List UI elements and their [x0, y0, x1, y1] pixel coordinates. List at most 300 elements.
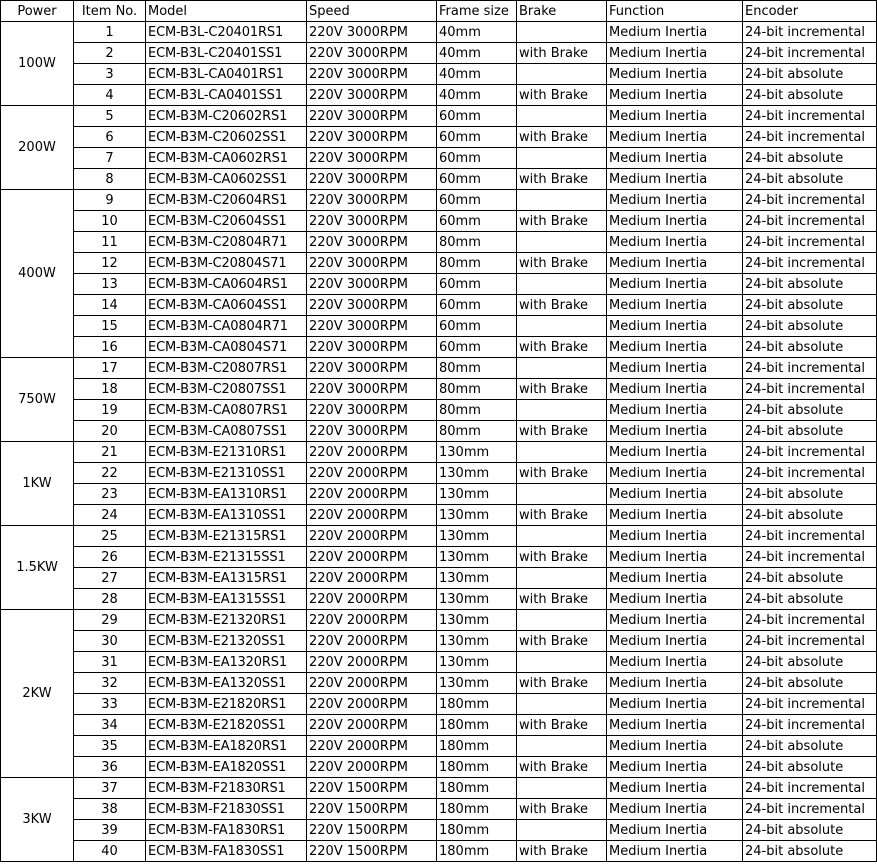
function-cell: Medium Inertia [607, 64, 743, 85]
brake-cell: with Brake [517, 43, 607, 64]
brake-cell: with Brake [517, 547, 607, 568]
frame-size-cell: 130mm [437, 505, 517, 526]
item-no-cell: 26 [74, 547, 146, 568]
item-no-cell: 27 [74, 568, 146, 589]
model-cell: ECM-B3L-CA0401SS1 [146, 85, 307, 106]
table-row [1, 379, 877, 400]
function-cell: Medium Inertia [607, 484, 743, 505]
table-row [1, 715, 877, 736]
encoder-cell: 24-bit incremental [743, 463, 877, 484]
table-row [1, 673, 877, 694]
encoder-cell: 24-bit absolute [743, 421, 877, 442]
table-row [1, 820, 877, 841]
encoder-cell: 24-bit absolute [743, 85, 877, 106]
table-row [1, 631, 877, 652]
encoder-cell: 24-bit incremental [743, 232, 877, 253]
header-speed: Speed [307, 1, 437, 22]
encoder-cell: 24-bit absolute [743, 841, 877, 862]
brake-cell [517, 820, 607, 841]
speed-cell: 220V 2000RPM [307, 652, 437, 673]
brake-cell [517, 442, 607, 463]
speed-cell: 220V 2000RPM [307, 736, 437, 757]
speed-cell: 220V 3000RPM [307, 295, 437, 316]
brake-cell [517, 568, 607, 589]
function-cell: Medium Inertia [607, 337, 743, 358]
brake-cell: with Brake [517, 295, 607, 316]
encoder-cell: 24-bit incremental [743, 610, 877, 631]
model-cell: ECM-B3L-C20401SS1 [146, 43, 307, 64]
encoder-cell: 24-bit absolute [743, 652, 877, 673]
brake-cell: with Brake [517, 463, 607, 484]
item-no-cell: 1 [74, 22, 146, 43]
item-no-cell: 11 [74, 232, 146, 253]
encoder-cell: 24-bit absolute [743, 400, 877, 421]
speed-cell: 220V 3000RPM [307, 274, 437, 295]
speed-cell: 220V 2000RPM [307, 463, 437, 484]
item-no-cell: 19 [74, 400, 146, 421]
frame-size-cell: 130mm [437, 589, 517, 610]
header-frame-size: Frame size [437, 1, 517, 22]
encoder-cell: 24-bit incremental [743, 715, 877, 736]
function-cell: Medium Inertia [607, 190, 743, 211]
table-row [1, 505, 877, 526]
speed-cell: 220V 3000RPM [307, 106, 437, 127]
frame-size-cell: 180mm [437, 757, 517, 778]
encoder-cell: 24-bit incremental [743, 253, 877, 274]
speed-cell: 220V 3000RPM [307, 358, 437, 379]
speed-cell: 220V 3000RPM [307, 253, 437, 274]
item-no-cell: 38 [74, 799, 146, 820]
encoder-cell: 24-bit incremental [743, 778, 877, 799]
model-cell: ECM-B3M-E21320RS1 [146, 610, 307, 631]
table-row [1, 337, 877, 358]
speed-cell: 220V 3000RPM [307, 232, 437, 253]
encoder-cell: 24-bit absolute [743, 295, 877, 316]
brake-cell [517, 274, 607, 295]
speed-cell: 220V 3000RPM [307, 169, 437, 190]
item-no-cell: 8 [74, 169, 146, 190]
model-cell: ECM-B3M-CA0807SS1 [146, 421, 307, 442]
speed-cell: 220V 3000RPM [307, 127, 437, 148]
item-no-cell: 10 [74, 211, 146, 232]
table-row [1, 358, 877, 379]
speed-cell: 220V 2000RPM [307, 673, 437, 694]
frame-size-cell: 60mm [437, 316, 517, 337]
model-cell: ECM-B3M-C20804R71 [146, 232, 307, 253]
speed-cell: 220V 2000RPM [307, 526, 437, 547]
brake-cell [517, 232, 607, 253]
frame-size-cell: 180mm [437, 778, 517, 799]
model-cell: ECM-B3L-C20401RS1 [146, 22, 307, 43]
brake-cell: with Brake [517, 85, 607, 106]
function-cell: Medium Inertia [607, 736, 743, 757]
power-cell: 200W [1, 106, 74, 190]
encoder-cell: 24-bit absolute [743, 316, 877, 337]
table-row [1, 421, 877, 442]
speed-cell: 220V 3000RPM [307, 43, 437, 64]
frame-size-cell: 60mm [437, 106, 517, 127]
function-cell: Medium Inertia [607, 421, 743, 442]
brake-cell: with Brake [517, 211, 607, 232]
item-no-cell: 34 [74, 715, 146, 736]
item-no-cell: 2 [74, 43, 146, 64]
brake-cell [517, 652, 607, 673]
model-cell: ECM-B3M-E21820SS1 [146, 715, 307, 736]
function-cell: Medium Inertia [607, 610, 743, 631]
speed-cell: 220V 3000RPM [307, 400, 437, 421]
frame-size-cell: 180mm [437, 736, 517, 757]
table-row [1, 253, 877, 274]
table-row [1, 211, 877, 232]
encoder-cell: 24-bit incremental [743, 379, 877, 400]
function-cell: Medium Inertia [607, 652, 743, 673]
brake-cell: with Brake [517, 757, 607, 778]
table-row [1, 400, 877, 421]
brake-cell [517, 316, 607, 337]
frame-size-cell: 130mm [437, 484, 517, 505]
table-row [1, 127, 877, 148]
item-no-cell: 33 [74, 694, 146, 715]
speed-cell: 220V 3000RPM [307, 22, 437, 43]
brake-cell [517, 736, 607, 757]
power-cell: 1.5KW [1, 526, 74, 610]
model-cell: ECM-B3M-C20602SS1 [146, 127, 307, 148]
power-cell: 400W [1, 190, 74, 358]
item-no-cell: 35 [74, 736, 146, 757]
encoder-cell: 24-bit incremental [743, 694, 877, 715]
function-cell: Medium Inertia [607, 295, 743, 316]
speed-cell: 220V 3000RPM [307, 379, 437, 400]
encoder-cell: 24-bit incremental [743, 631, 877, 652]
speed-cell: 220V 1500RPM [307, 799, 437, 820]
brake-cell [517, 22, 607, 43]
encoder-cell: 24-bit absolute [743, 736, 877, 757]
function-cell: Medium Inertia [607, 358, 743, 379]
table-row [1, 778, 877, 799]
speed-cell: 220V 2000RPM [307, 694, 437, 715]
header-encoder: Encoder [743, 1, 877, 22]
speed-cell: 220V 3000RPM [307, 190, 437, 211]
item-no-cell: 22 [74, 463, 146, 484]
frame-size-cell: 60mm [437, 337, 517, 358]
encoder-cell: 24-bit absolute [743, 589, 877, 610]
brake-cell: with Brake [517, 505, 607, 526]
item-no-cell: 25 [74, 526, 146, 547]
model-cell: ECM-B3M-E21310SS1 [146, 463, 307, 484]
encoder-cell: 24-bit incremental [743, 106, 877, 127]
function-cell: Medium Inertia [607, 274, 743, 295]
model-cell: ECM-B3M-EA1315RS1 [146, 568, 307, 589]
item-no-cell: 32 [74, 673, 146, 694]
frame-size-cell: 130mm [437, 547, 517, 568]
header-power: Power [1, 1, 74, 22]
function-cell: Medium Inertia [607, 778, 743, 799]
function-cell: Medium Inertia [607, 400, 743, 421]
table-row [1, 148, 877, 169]
function-cell: Medium Inertia [607, 169, 743, 190]
function-cell: Medium Inertia [607, 841, 743, 862]
item-no-cell: 13 [74, 274, 146, 295]
function-cell: Medium Inertia [607, 820, 743, 841]
function-cell: Medium Inertia [607, 43, 743, 64]
function-cell: Medium Inertia [607, 631, 743, 652]
item-no-cell: 16 [74, 337, 146, 358]
table-row [1, 85, 877, 106]
speed-cell: 220V 2000RPM [307, 610, 437, 631]
frame-size-cell: 180mm [437, 799, 517, 820]
model-cell: ECM-B3M-EA1820SS1 [146, 757, 307, 778]
model-cell: ECM-B3M-E21315RS1 [146, 526, 307, 547]
item-no-cell: 6 [74, 127, 146, 148]
encoder-cell: 24-bit absolute [743, 148, 877, 169]
table-row [1, 841, 877, 862]
brake-cell: with Brake [517, 799, 607, 820]
speed-cell: 220V 2000RPM [307, 757, 437, 778]
brake-cell [517, 778, 607, 799]
function-cell: Medium Inertia [607, 379, 743, 400]
header-row [1, 1, 877, 22]
frame-size-cell: 40mm [437, 22, 517, 43]
brake-cell [517, 694, 607, 715]
encoder-cell: 24-bit incremental [743, 22, 877, 43]
item-no-cell: 17 [74, 358, 146, 379]
function-cell: Medium Inertia [607, 505, 743, 526]
item-no-cell: 9 [74, 190, 146, 211]
table-row [1, 316, 877, 337]
frame-size-cell: 80mm [437, 232, 517, 253]
table-row [1, 106, 877, 127]
item-no-cell: 24 [74, 505, 146, 526]
brake-cell [517, 64, 607, 85]
encoder-cell: 24-bit incremental [743, 547, 877, 568]
brake-cell [517, 610, 607, 631]
power-cell: 2KW [1, 610, 74, 778]
table-row [1, 463, 877, 484]
function-cell: Medium Inertia [607, 799, 743, 820]
table-row [1, 736, 877, 757]
model-cell: ECM-B3M-E21310RS1 [146, 442, 307, 463]
encoder-cell: 24-bit absolute [743, 337, 877, 358]
model-cell: ECM-B3L-CA0401RS1 [146, 64, 307, 85]
table-row [1, 694, 877, 715]
speed-cell: 220V 2000RPM [307, 547, 437, 568]
frame-size-cell: 60mm [437, 127, 517, 148]
table-row [1, 652, 877, 673]
speed-cell: 220V 3000RPM [307, 211, 437, 232]
encoder-cell: 24-bit absolute [743, 64, 877, 85]
speed-cell: 220V 3000RPM [307, 316, 437, 337]
encoder-cell: 24-bit absolute [743, 820, 877, 841]
speed-cell: 220V 1500RPM [307, 778, 437, 799]
model-cell: ECM-B3M-EA1320SS1 [146, 673, 307, 694]
frame-size-cell: 130mm [437, 673, 517, 694]
encoder-cell: 24-bit absolute [743, 484, 877, 505]
frame-size-cell: 80mm [437, 421, 517, 442]
brake-cell [517, 106, 607, 127]
table-row [1, 589, 877, 610]
encoder-cell: 24-bit absolute [743, 274, 877, 295]
brake-cell: with Brake [517, 337, 607, 358]
item-no-cell: 14 [74, 295, 146, 316]
model-cell: ECM-B3M-CA0807RS1 [146, 400, 307, 421]
speed-cell: 220V 3000RPM [307, 148, 437, 169]
function-cell: Medium Inertia [607, 148, 743, 169]
item-no-cell: 5 [74, 106, 146, 127]
encoder-cell: 24-bit incremental [743, 211, 877, 232]
frame-size-cell: 60mm [437, 148, 517, 169]
speed-cell: 220V 3000RPM [307, 421, 437, 442]
table-row [1, 568, 877, 589]
model-cell: ECM-B3M-CA0604SS1 [146, 295, 307, 316]
power-cell: 750W [1, 358, 74, 442]
function-cell: Medium Inertia [607, 232, 743, 253]
model-cell: ECM-B3M-C20807RS1 [146, 358, 307, 379]
encoder-cell: 24-bit absolute [743, 757, 877, 778]
function-cell: Medium Inertia [607, 442, 743, 463]
frame-size-cell: 60mm [437, 274, 517, 295]
encoder-cell: 24-bit absolute [743, 673, 877, 694]
frame-size-cell: 180mm [437, 715, 517, 736]
frame-size-cell: 130mm [437, 568, 517, 589]
frame-size-cell: 40mm [437, 64, 517, 85]
brake-cell: with Brake [517, 421, 607, 442]
frame-size-cell: 60mm [437, 169, 517, 190]
function-cell: Medium Inertia [607, 568, 743, 589]
speed-cell: 220V 2000RPM [307, 568, 437, 589]
power-cell: 1KW [1, 442, 74, 526]
function-cell: Medium Inertia [607, 463, 743, 484]
model-cell: ECM-B3M-C20604RS1 [146, 190, 307, 211]
speed-cell: 220V 2000RPM [307, 484, 437, 505]
brake-cell [517, 148, 607, 169]
table-body [1, 22, 877, 862]
brake-cell: with Brake [517, 379, 607, 400]
frame-size-cell: 60mm [437, 190, 517, 211]
item-no-cell: 30 [74, 631, 146, 652]
encoder-cell: 24-bit incremental [743, 799, 877, 820]
model-cell: ECM-B3M-C20804S71 [146, 253, 307, 274]
table-row [1, 295, 877, 316]
header-brake: Brake [517, 1, 607, 22]
brake-cell [517, 358, 607, 379]
function-cell: Medium Inertia [607, 22, 743, 43]
encoder-cell: 24-bit absolute [743, 505, 877, 526]
brake-cell: with Brake [517, 253, 607, 274]
item-no-cell: 29 [74, 610, 146, 631]
speed-cell: 220V 2000RPM [307, 631, 437, 652]
model-cell: ECM-B3M-EA1310RS1 [146, 484, 307, 505]
model-cell: ECM-B3M-F21830SS1 [146, 799, 307, 820]
table-row [1, 64, 877, 85]
item-no-cell: 23 [74, 484, 146, 505]
function-cell: Medium Inertia [607, 694, 743, 715]
brake-cell: with Brake [517, 127, 607, 148]
model-cell: ECM-B3M-FA1830SS1 [146, 841, 307, 862]
speed-cell: 220V 2000RPM [307, 589, 437, 610]
model-cell: ECM-B3M-C20602RS1 [146, 106, 307, 127]
frame-size-cell: 180mm [437, 820, 517, 841]
speed-cell: 220V 1500RPM [307, 841, 437, 862]
item-no-cell: 15 [74, 316, 146, 337]
function-cell: Medium Inertia [607, 673, 743, 694]
table-row [1, 526, 877, 547]
model-cell: ECM-B3M-CA0602RS1 [146, 148, 307, 169]
model-cell: ECM-B3M-CA0804R71 [146, 316, 307, 337]
brake-cell [517, 190, 607, 211]
table-row [1, 799, 877, 820]
item-no-cell: 18 [74, 379, 146, 400]
function-cell: Medium Inertia [607, 589, 743, 610]
item-no-cell: 28 [74, 589, 146, 610]
frame-size-cell: 130mm [437, 652, 517, 673]
model-cell: ECM-B3M-EA1315SS1 [146, 589, 307, 610]
header-function: Function [607, 1, 743, 22]
encoder-cell: 24-bit incremental [743, 526, 877, 547]
encoder-cell: 24-bit incremental [743, 442, 877, 463]
function-cell: Medium Inertia [607, 757, 743, 778]
table-row [1, 232, 877, 253]
function-cell: Medium Inertia [607, 316, 743, 337]
frame-size-cell: 130mm [437, 442, 517, 463]
frame-size-cell: 130mm [437, 526, 517, 547]
header-model: Model [146, 1, 307, 22]
table-row [1, 190, 877, 211]
model-cell: ECM-B3M-EA1320RS1 [146, 652, 307, 673]
frame-size-cell: 180mm [437, 694, 517, 715]
table-row [1, 169, 877, 190]
brake-cell: with Brake [517, 841, 607, 862]
encoder-cell: 24-bit absolute [743, 169, 877, 190]
item-no-cell: 20 [74, 421, 146, 442]
model-cell: ECM-B3M-EA1310SS1 [146, 505, 307, 526]
brake-cell: with Brake [517, 715, 607, 736]
speed-cell: 220V 2000RPM [307, 442, 437, 463]
table-row [1, 43, 877, 64]
frame-size-cell: 60mm [437, 295, 517, 316]
encoder-cell: 24-bit incremental [743, 190, 877, 211]
frame-size-cell: 130mm [437, 463, 517, 484]
brake-cell: with Brake [517, 631, 607, 652]
speed-cell: 220V 3000RPM [307, 85, 437, 106]
item-no-cell: 40 [74, 841, 146, 862]
model-cell: ECM-B3M-CA0602SS1 [146, 169, 307, 190]
item-no-cell: 36 [74, 757, 146, 778]
function-cell: Medium Inertia [607, 106, 743, 127]
model-cell: ECM-B3M-CA0804S71 [146, 337, 307, 358]
frame-size-cell: 80mm [437, 379, 517, 400]
item-no-cell: 3 [74, 64, 146, 85]
speed-cell: 220V 3000RPM [307, 64, 437, 85]
brake-cell: with Brake [517, 589, 607, 610]
encoder-cell: 24-bit absolute [743, 568, 877, 589]
model-cell: ECM-B3M-CA0604RS1 [146, 274, 307, 295]
brake-cell [517, 400, 607, 421]
frame-size-cell: 60mm [437, 211, 517, 232]
function-cell: Medium Inertia [607, 253, 743, 274]
frame-size-cell: 80mm [437, 358, 517, 379]
item-no-cell: 4 [74, 85, 146, 106]
item-no-cell: 12 [74, 253, 146, 274]
frame-size-cell: 40mm [437, 43, 517, 64]
frame-size-cell: 130mm [437, 631, 517, 652]
frame-size-cell: 180mm [437, 841, 517, 862]
encoder-cell: 24-bit incremental [743, 43, 877, 64]
table-row [1, 757, 877, 778]
frame-size-cell: 80mm [437, 400, 517, 421]
model-cell: ECM-B3M-C20604SS1 [146, 211, 307, 232]
model-cell: ECM-B3M-F21830RS1 [146, 778, 307, 799]
table-row [1, 547, 877, 568]
